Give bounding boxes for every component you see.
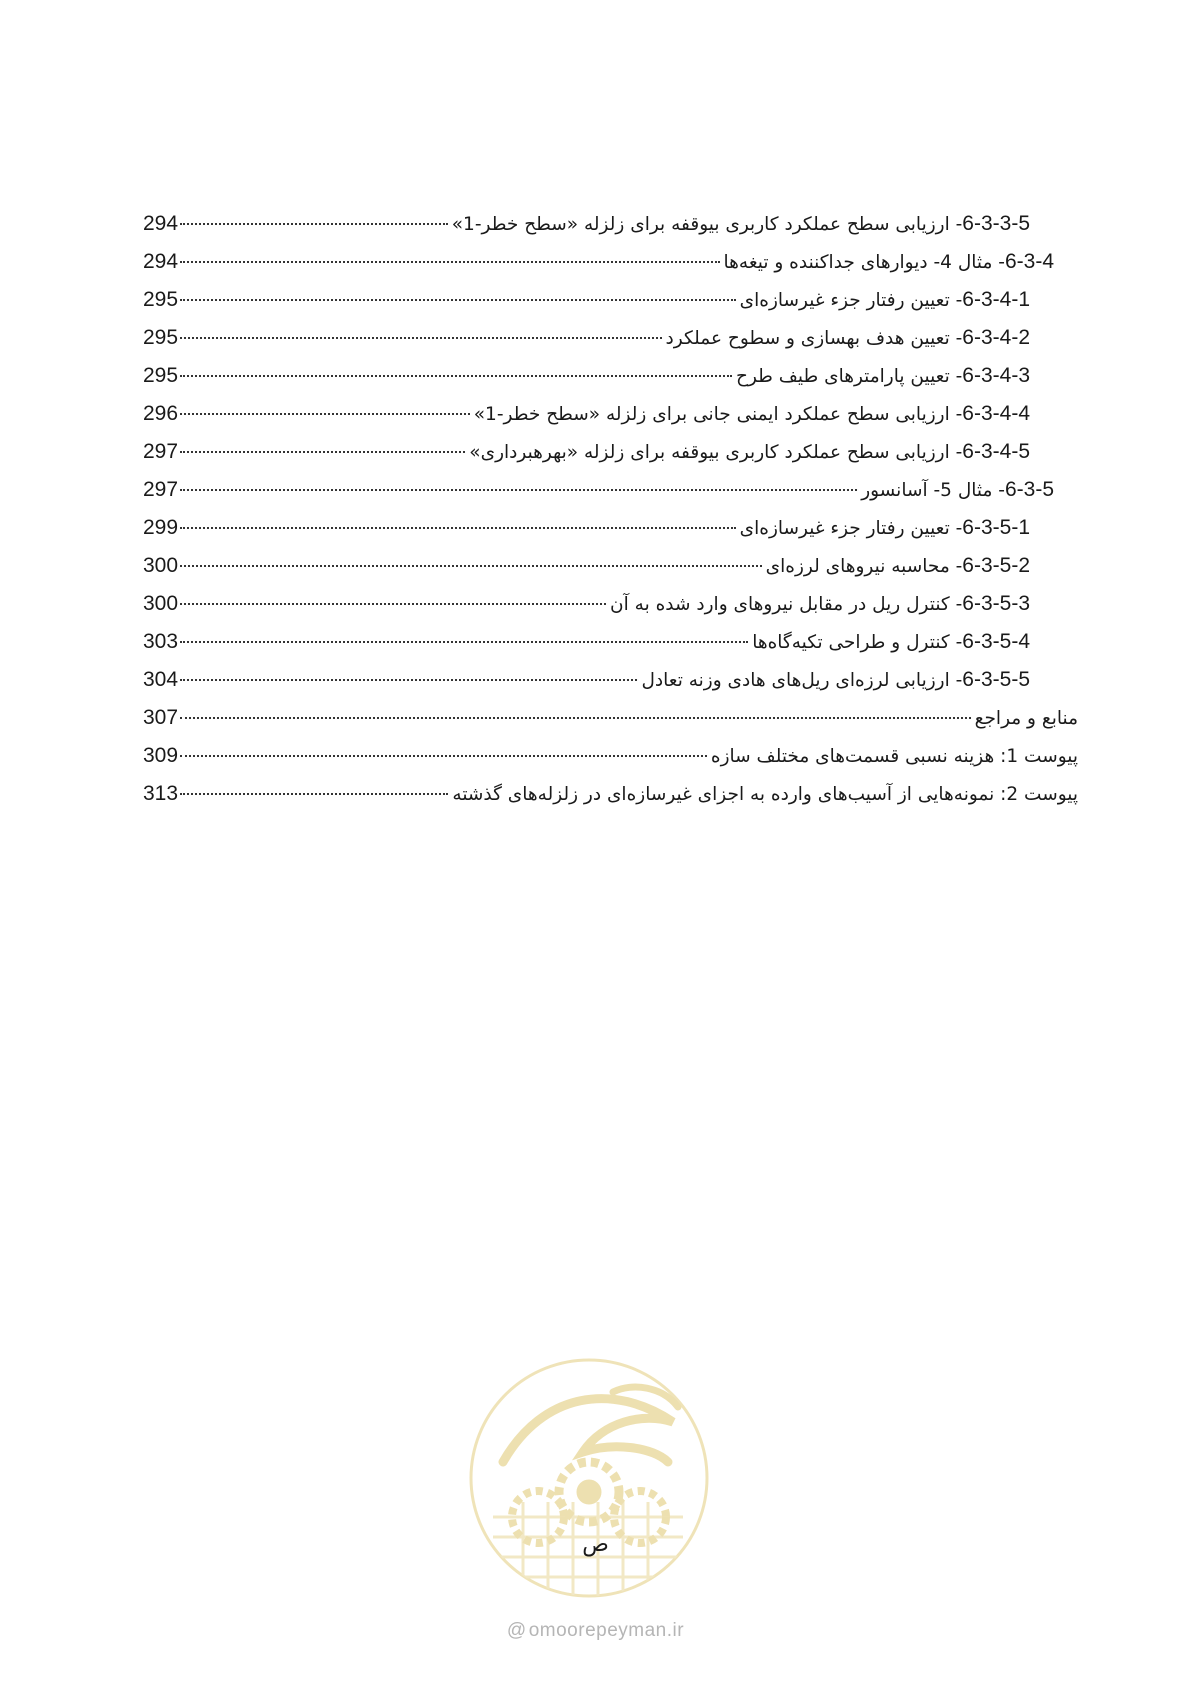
toc-entry-text: ارزیابی سطح عملکرد کاربری بیوقفه برای زلزله «بهرهبرداری» <box>469 442 950 463</box>
toc-dot-leader <box>180 451 465 453</box>
toc-entry[interactable] <box>143 630 1078 668</box>
toc-entry-page: 295 <box>143 326 179 349</box>
toc-entry-text: تعیین هدف بهسازی و سطوح عملکرد <box>665 328 950 349</box>
toc-dot-leader <box>180 337 661 339</box>
toc-entry[interactable] <box>143 782 1078 820</box>
toc-entry[interactable] <box>143 212 1078 250</box>
toc-entry-title: 6-3-5-5- ارزیابی لرزه‌ای ریل‌های هادی وزنه تعادل <box>641 668 1030 691</box>
toc-dot-leader <box>180 527 736 529</box>
toc-entry-number: 6-3-5-2 <box>962 554 1030 577</box>
toc-dot-leader <box>180 603 606 605</box>
toc-entry-title: 6-3-4-3- تعیین پارامترهای طیف طرح <box>736 364 1030 387</box>
toc-dot-leader <box>180 299 736 301</box>
toc-entry-page: 297 <box>143 478 179 501</box>
toc-entry-number: 6-3-3-5 <box>962 212 1030 235</box>
toc-entry-text: تعیین رفتار جزء غیرسازه‌ای <box>739 290 950 311</box>
toc-entry-title: 6-3-5-3- کنترل ریل در مقابل نیروهای وارد شده به آن <box>610 592 1030 615</box>
toc-entry-title: 6-3-5-2- محاسبه نیروهای لرزه‌ای <box>765 554 1030 577</box>
toc-dot-leader <box>180 375 732 377</box>
toc-entry-page: 304 <box>143 668 179 691</box>
table-of-contents <box>143 212 1078 820</box>
toc-entry-title: 6-3-4-5- ارزیابی سطح عملکرد کاربری بیوقفه برای زلزله «بهرهبرداری» <box>469 440 1030 463</box>
toc-entry-page: 294 <box>143 212 179 235</box>
toc-entry[interactable] <box>143 478 1078 516</box>
watermark-url-text: omoorepeyman.ir <box>528 1620 685 1641</box>
toc-entry-title: 6-3-4-1- تعیین رفتار جزء غیرسازه‌ای <box>739 288 1030 311</box>
toc-entry[interactable] <box>143 288 1078 326</box>
toc-entry-page: 300 <box>143 554 179 577</box>
toc-entry-text: کنترل ریل در مقابل نیروهای وارد شده به آن <box>610 594 950 615</box>
toc-entry-title: 6-3-4- مثال 4- دیوارهای جداکننده و تیغه‌ها <box>723 250 1054 273</box>
toc-entry-text: پیوست 2: نمونه‌هایی از آسیب‌های وارده به اجزای غیرسازه‌ای در زلزله‌های گذشته <box>452 784 1078 805</box>
toc-entry-title: 6-3-3-5- ارزیابی سطح عملکرد کاربری بیوقفه برای زلزله «سطح خطر-1» <box>451 212 1030 235</box>
toc-entry-title <box>450 784 1078 805</box>
toc-entry-title <box>973 708 1078 729</box>
toc-entry-title: 6-3-5-4- کنترل و طراحی تکیه‌گاه‌ها <box>752 630 1030 653</box>
toc-entry-title: 6-3-5- مثال 5- آسانسور <box>861 478 1054 501</box>
toc-entry-title: 6-3-4-4- ارزیابی سطح عملکرد ایمنی جانی برای زلزله «سطح خطر-1» <box>473 402 1030 425</box>
toc-entry[interactable] <box>143 402 1078 440</box>
toc-dot-leader <box>180 489 857 491</box>
toc-entry-number: 6-3-5-5 <box>962 668 1030 691</box>
toc-entry-page: 309 <box>143 744 179 767</box>
toc-entry[interactable] <box>143 326 1078 364</box>
toc-entry-title: 6-3-4-2- تعیین هدف بهسازی و سطوح عملکرد <box>665 326 1030 349</box>
toc-entry-page: 313 <box>143 782 179 805</box>
toc-entry-page: 299 <box>143 516 179 539</box>
toc-entry-number: 6-3-5-4 <box>962 630 1030 653</box>
toc-entry-page: 303 <box>143 630 179 653</box>
toc-entry-text: ارزیابی لرزه‌ای ریل‌های هادی وزنه تعادل <box>641 670 950 691</box>
toc-entry-page: 297 <box>143 440 179 463</box>
toc-entry-text: کنترل و طراحی تکیه‌گاه‌ها <box>752 632 950 653</box>
toc-entry-number: 6-3-4 <box>1004 250 1054 273</box>
toc-entry-text: منابع و مراجع <box>974 708 1078 729</box>
toc-entry-text: مثال 4- دیوارهای جداکننده و تیغه‌ها <box>723 252 993 273</box>
toc-entry-page: 307 <box>143 706 179 729</box>
toc-entry-text: تعیین پارامترهای طیف طرح <box>736 366 950 387</box>
toc-entry-page: 300 <box>143 592 179 615</box>
toc-dot-leader <box>180 223 448 225</box>
toc-entry-title <box>709 746 1078 767</box>
toc-entry-page: 296 <box>143 402 179 425</box>
toc-entry[interactable] <box>143 364 1078 402</box>
toc-dot-leader <box>180 755 707 757</box>
toc-entry-text: محاسبه نیروهای لرزه‌ای <box>765 556 950 577</box>
toc-entry-text: تعیین رفتار جزء غیرسازه‌ای <box>739 518 950 539</box>
toc-entry-number: 6-3-4-1 <box>962 288 1030 311</box>
toc-dot-leader <box>180 679 637 681</box>
toc-dot-leader <box>180 793 448 795</box>
toc-entry-number: 6-3-4-5 <box>962 440 1030 463</box>
toc-entry-title: 6-3-5-1- تعیین رفتار جزء غیرسازه‌ای <box>739 516 1030 539</box>
toc-entry-page: 294 <box>143 250 179 273</box>
toc-dot-leader <box>180 641 748 643</box>
toc-entry-text: ارزیابی سطح عملکرد ایمنی جانی برای زلزله «سطح خطر-1» <box>473 404 950 425</box>
page-number: ص <box>582 1532 609 1557</box>
toc-entry[interactable] <box>143 440 1078 478</box>
toc-entry-number: 6-3-5-1 <box>962 516 1030 539</box>
toc-dot-leader <box>180 717 971 719</box>
toc-entry-text: ارزیابی سطح عملکرد کاربری بیوقفه برای زلزله «سطح خطر-1» <box>451 214 950 235</box>
toc-entry[interactable] <box>143 668 1078 706</box>
toc-entry-number: 6-3-4-3 <box>962 364 1030 387</box>
watermark-logo <box>463 1352 715 1604</box>
toc-dot-leader <box>180 261 719 263</box>
toc-entry-number: 6-3-5 <box>1004 478 1054 501</box>
toc-entry[interactable] <box>143 706 1078 744</box>
toc-entry[interactable] <box>143 744 1078 782</box>
toc-entry[interactable] <box>143 592 1078 630</box>
toc-entry-page: 295 <box>143 288 179 311</box>
toc-entry-number: 6-3-4-2 <box>962 326 1030 349</box>
toc-dot-leader <box>180 565 762 567</box>
toc-entry[interactable] <box>143 516 1078 554</box>
toc-entry[interactable] <box>143 250 1078 288</box>
toc-dot-leader <box>180 413 470 415</box>
toc-entry-text: مثال 5- آسانسور <box>861 480 993 501</box>
at-sign-icon: @ <box>506 1620 527 1641</box>
toc-entry-page: 295 <box>143 364 179 387</box>
watermark-url <box>0 1620 1191 1642</box>
toc-entry[interactable] <box>143 554 1078 592</box>
toc-entry-number: 6-3-5-3 <box>962 592 1030 615</box>
toc-entry-text: پیوست 1: هزینه نسبی قسمت‌های مختلف سازه <box>710 746 1078 767</box>
toc-entry-number: 6-3-4-4 <box>962 402 1030 425</box>
